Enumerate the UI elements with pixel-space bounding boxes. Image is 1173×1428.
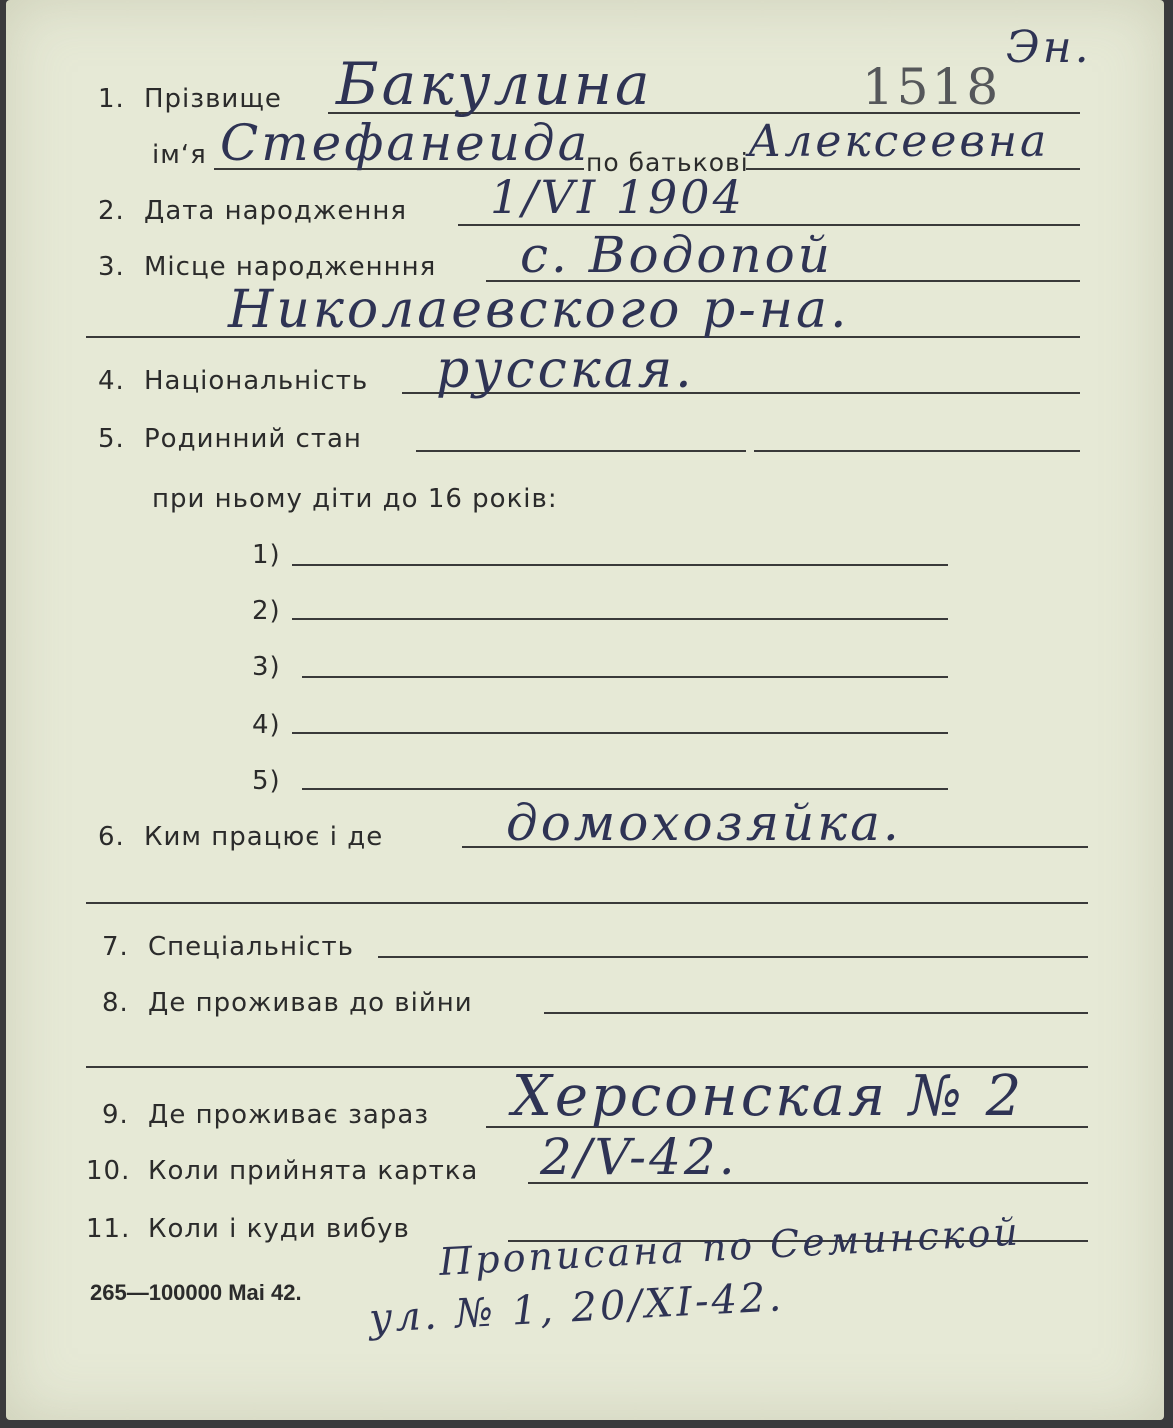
field-2-value: 1/VI 1904 xyxy=(490,170,745,224)
child-2-line xyxy=(292,618,948,620)
field-6-number: 6. xyxy=(98,822,125,852)
field-3-value: с. Водопой xyxy=(520,226,833,284)
field-8-label: Де проживав до війни xyxy=(148,988,473,1018)
registry-mark: Эн. xyxy=(1006,22,1092,73)
field-10-label: Коли прийнята картка xyxy=(148,1156,479,1186)
child-5-line xyxy=(302,788,948,790)
registry-number: 1518 xyxy=(862,58,1002,116)
field-7-number: 7. xyxy=(102,932,129,962)
field-9-number: 9. xyxy=(102,1100,129,1130)
field-1-patronymic-label: по батькові xyxy=(586,148,749,177)
field-6-line-2 xyxy=(86,902,1088,904)
field-11-number: 11. xyxy=(86,1214,131,1244)
print-run-footer: 265—100000 Mai 42. xyxy=(90,1280,302,1305)
field-9-value: Херсонская № 2 xyxy=(512,1064,1025,1129)
field-5-line-2 xyxy=(754,450,1080,452)
field-1-value: Бакулина xyxy=(336,50,653,118)
field-2-label: Дата народження xyxy=(144,196,407,226)
field-3-value-2: Николаевского р-на. xyxy=(228,280,850,340)
field-6-label: Ким працює і де xyxy=(144,822,384,852)
field-3-number: 3. xyxy=(98,252,125,282)
field-1-label: Прізвище xyxy=(144,84,282,114)
child-4-number: 4) xyxy=(252,710,281,740)
field-5-label: Родинний стан xyxy=(144,424,362,454)
field-4-value: русская. xyxy=(436,340,695,400)
field-11-value: Прописана по Семинской xyxy=(438,1209,1022,1284)
field-3-label: Місце народженння xyxy=(144,252,437,282)
child-1-number: 1) xyxy=(252,540,281,570)
child-1-line xyxy=(292,564,948,566)
field-11-label: Коли і куди вибув xyxy=(148,1214,410,1244)
field-4-label: Національність xyxy=(144,366,369,396)
field-10-number: 10. xyxy=(86,1156,131,1186)
field-4-number: 4. xyxy=(98,366,125,396)
field-1-patronymic-value: Алексеевна xyxy=(748,116,1050,167)
child-2-number: 2) xyxy=(252,596,281,626)
registration-card xyxy=(6,0,1164,1420)
child-3-line xyxy=(302,676,948,678)
field-10-value: 2/V-42. xyxy=(540,1128,738,1186)
field-5-line xyxy=(416,450,746,452)
field-1-name-label: ім‘я xyxy=(152,140,207,170)
child-4-line xyxy=(292,732,948,734)
field-7-line xyxy=(378,956,1088,958)
field-1-patronymic-line xyxy=(746,168,1080,170)
handwritten-note-line-2: ул. № 1, 20/XI-42. xyxy=(368,1274,786,1342)
children-label: при ньому діти до 16 років: xyxy=(152,484,558,514)
field-6-value: домохозяйка. xyxy=(506,794,902,852)
field-1-number: 1. xyxy=(98,84,125,114)
field-5-number: 5. xyxy=(98,424,125,454)
field-8-number: 8. xyxy=(102,988,129,1018)
field-1-name-value: Стефанеида xyxy=(220,114,591,172)
field-7-label: Спеціальність xyxy=(148,932,354,962)
field-8-line xyxy=(544,1012,1088,1014)
child-3-number: 3) xyxy=(252,652,281,682)
field-9-label: Де проживає зараз xyxy=(148,1100,430,1130)
field-2-number: 2. xyxy=(98,196,125,226)
child-5-number: 5) xyxy=(252,766,281,796)
